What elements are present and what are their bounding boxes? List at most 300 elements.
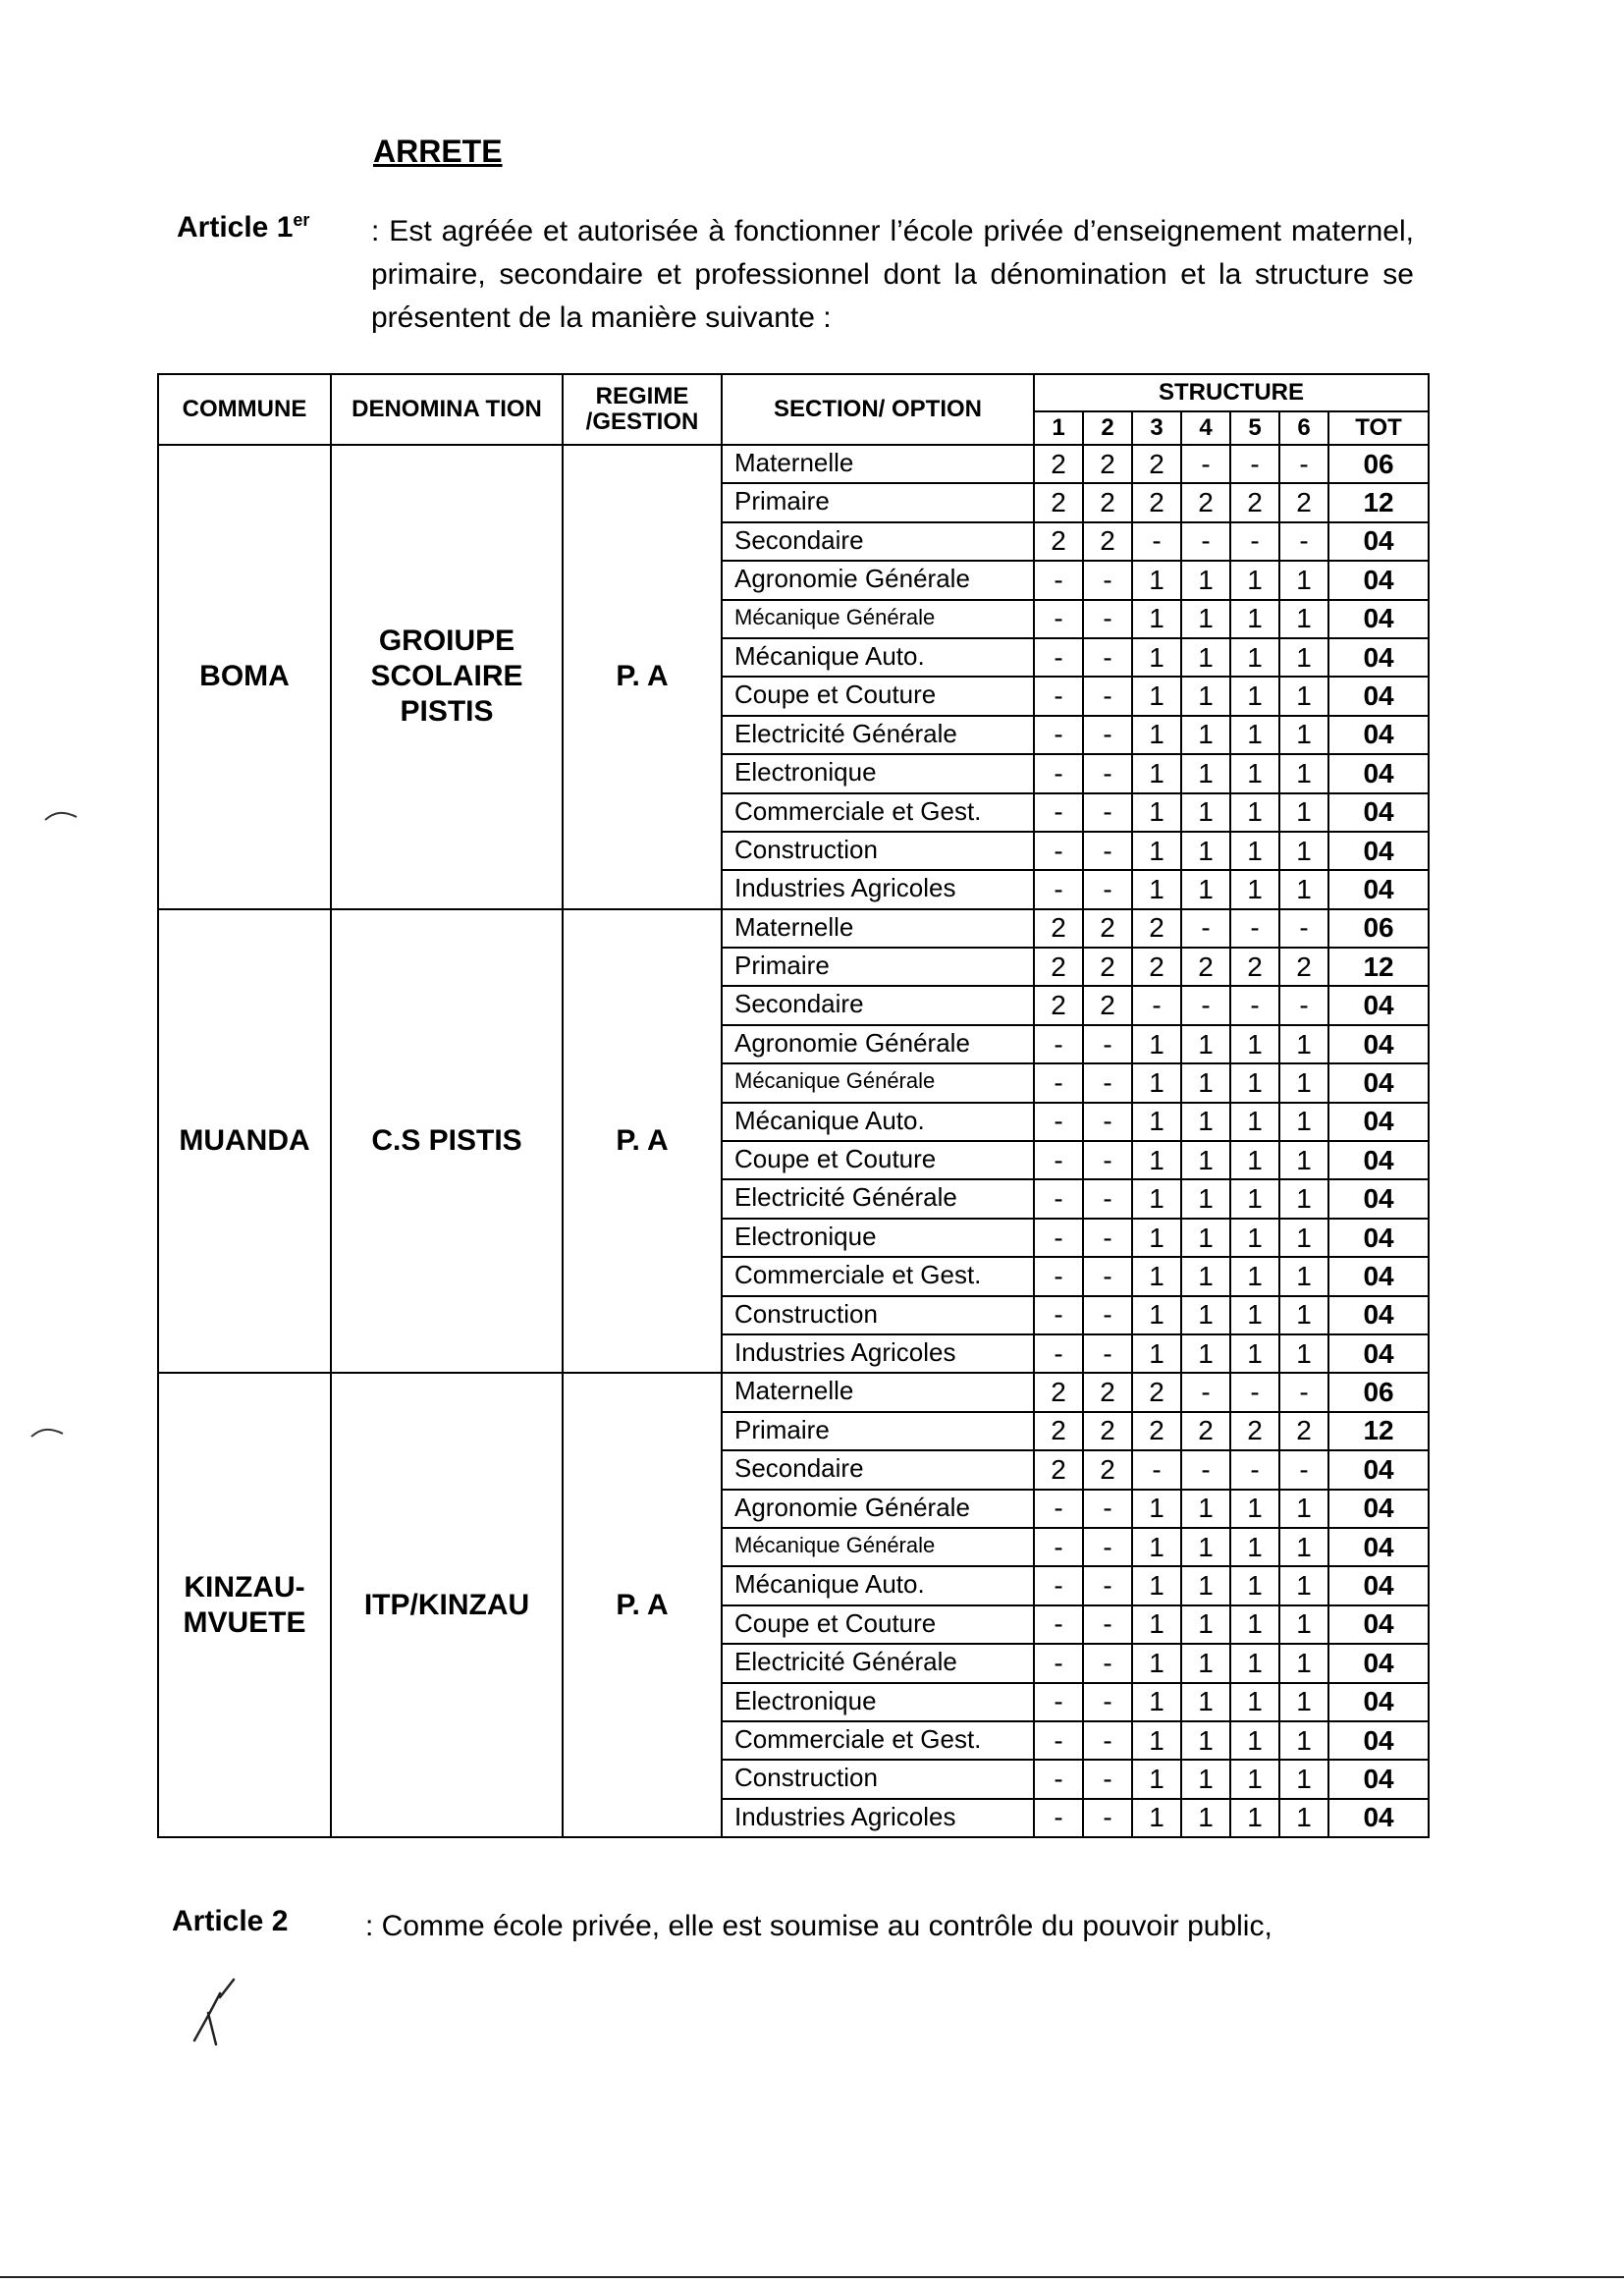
header-section: SECTION/ OPTION: [722, 374, 1034, 445]
article-2-text: : Comme école privée, elle est soumise au contrôle du pouvoir public,: [365, 1910, 1272, 1942]
year-4-cell: 1: [1181, 1257, 1230, 1295]
year-6-cell: 1: [1279, 1760, 1328, 1798]
margin-tick-mark: [29, 1426, 65, 1440]
year-6-cell: 1: [1279, 716, 1328, 754]
year-4-cell: 1: [1181, 716, 1230, 754]
section-option-cell: Mécanique Auto.: [722, 638, 1034, 677]
table-row: [158, 445, 1429, 483]
year-1-cell: -: [1034, 716, 1083, 754]
year-2-cell: 2: [1083, 1412, 1132, 1450]
commune-cell: MUANDA: [158, 909, 331, 1374]
year-2-cell: -: [1083, 1296, 1132, 1334]
year-1-cell: -: [1034, 754, 1083, 792]
year-3-cell: 1: [1132, 1566, 1181, 1604]
year-5-cell: 1: [1230, 1063, 1279, 1102]
year-4-cell: 1: [1181, 1334, 1230, 1373]
year-2-cell: -: [1083, 754, 1132, 792]
year-6-cell: 1: [1279, 1799, 1328, 1837]
total-cell: 04: [1328, 1644, 1429, 1682]
denomination-cell: C.S PISTIS: [331, 909, 563, 1374]
year-4-cell: 1: [1181, 832, 1230, 870]
section-option-cell: Maternelle: [722, 909, 1034, 948]
year-3-cell: 1: [1132, 1219, 1181, 1257]
year-1-cell: -: [1034, 793, 1083, 832]
total-cell: 04: [1328, 986, 1429, 1024]
year-3-cell: 1: [1132, 1528, 1181, 1566]
year-5-cell: 1: [1230, 1490, 1279, 1528]
section-option-cell: Coupe et Couture: [722, 1605, 1034, 1644]
year-6-cell: -: [1279, 522, 1328, 561]
year-5-cell: 1: [1230, 1219, 1279, 1257]
year-2-cell: -: [1083, 1683, 1132, 1721]
section-option-cell: Commerciale et Gest.: [722, 1257, 1034, 1295]
year-5-cell: 1: [1230, 561, 1279, 599]
header-tot: TOT: [1328, 411, 1429, 445]
denomination-cell: GROIUPE SCOLAIRE PISTIS: [331, 445, 563, 909]
section-option-cell: Mécanique Générale: [722, 1528, 1034, 1566]
commune-cell: KINZAU-MVUETE: [158, 1373, 331, 1837]
section-option-cell: Primaire: [722, 1412, 1034, 1450]
year-2-cell: 2: [1083, 986, 1132, 1024]
year-4-cell: 1: [1181, 1296, 1230, 1334]
year-3-cell: -: [1132, 522, 1181, 561]
year-6-cell: 1: [1279, 1025, 1328, 1063]
section-option-cell: Secondaire: [722, 986, 1034, 1024]
year-2-cell: -: [1083, 1566, 1132, 1604]
regime-cell: P. A: [563, 445, 722, 909]
year-4-cell: 1: [1181, 1490, 1230, 1528]
table-row: [158, 909, 1429, 948]
year-1-cell: -: [1034, 1103, 1083, 1141]
year-3-cell: -: [1132, 986, 1181, 1024]
article-1-label-text: Article 1: [177, 211, 294, 244]
year-2-cell: 2: [1083, 522, 1132, 561]
section-option-cell: Mécanique Auto.: [722, 1566, 1034, 1604]
year-1-cell: -: [1034, 1605, 1083, 1644]
year-2-cell: -: [1083, 1179, 1132, 1218]
regime-cell: P. A: [563, 909, 722, 1374]
section-option-cell: Agronomie Générale: [722, 561, 1034, 599]
year-3-cell: 1: [1132, 1103, 1181, 1141]
year-6-cell: 2: [1279, 483, 1328, 521]
year-1-cell: -: [1034, 1025, 1083, 1063]
section-option-cell: Industries Agricoles: [722, 1799, 1034, 1837]
year-6-cell: 1: [1279, 1334, 1328, 1373]
year-3-cell: -: [1132, 1450, 1181, 1489]
year-1-cell: -: [1034, 561, 1083, 599]
total-cell: 04: [1328, 1605, 1429, 1644]
year-2-cell: -: [1083, 1257, 1132, 1295]
year-5-cell: 1: [1230, 1257, 1279, 1295]
year-5-cell: 1: [1230, 1799, 1279, 1837]
section-option-cell: Commerciale et Gest.: [722, 1721, 1034, 1760]
year-4-cell: 1: [1181, 600, 1230, 638]
header-year-3: 3: [1132, 411, 1181, 445]
year-3-cell: 1: [1132, 1799, 1181, 1837]
article-1-label: [177, 210, 309, 245]
year-6-cell: 1: [1279, 1219, 1328, 1257]
year-6-cell: 1: [1279, 600, 1328, 638]
section-option-cell: Industries Agricoles: [722, 1334, 1034, 1373]
year-6-cell: 1: [1279, 1528, 1328, 1566]
total-cell: 04: [1328, 600, 1429, 638]
year-3-cell: 1: [1132, 1490, 1181, 1528]
year-3-cell: 2: [1132, 909, 1181, 948]
year-5-cell: 2: [1230, 1412, 1279, 1450]
year-3-cell: 2: [1132, 483, 1181, 521]
year-2-cell: -: [1083, 1334, 1132, 1373]
year-1-cell: -: [1034, 1528, 1083, 1566]
year-2-cell: 2: [1083, 483, 1132, 521]
year-4-cell: 1: [1181, 793, 1230, 832]
year-5-cell: 1: [1230, 793, 1279, 832]
year-3-cell: 1: [1132, 1760, 1181, 1798]
commune-cell: BOMA: [158, 445, 331, 909]
total-cell: 04: [1328, 832, 1429, 870]
year-3-cell: 1: [1132, 638, 1181, 677]
year-6-cell: 1: [1279, 1103, 1328, 1141]
section-option-cell: Maternelle: [722, 1373, 1034, 1411]
section-option-cell: Agronomie Générale: [722, 1025, 1034, 1063]
year-2-cell: 2: [1083, 445, 1132, 483]
year-5-cell: -: [1230, 986, 1279, 1024]
article-1-label-sup: er: [293, 210, 310, 230]
year-5-cell: -: [1230, 909, 1279, 948]
year-4-cell: 1: [1181, 1179, 1230, 1218]
year-1-cell: -: [1034, 600, 1083, 638]
year-2-cell: -: [1083, 793, 1132, 832]
year-4-cell: -: [1181, 1450, 1230, 1489]
year-4-cell: 1: [1181, 870, 1230, 908]
total-cell: 04: [1328, 1450, 1429, 1489]
year-6-cell: 1: [1279, 754, 1328, 792]
section-option-cell: Electronique: [722, 754, 1034, 792]
header-year-6: 6: [1279, 411, 1328, 445]
total-cell: 04: [1328, 1721, 1429, 1760]
year-1-cell: -: [1034, 832, 1083, 870]
year-6-cell: 1: [1279, 1644, 1328, 1682]
year-5-cell: 1: [1230, 1644, 1279, 1682]
total-cell: 04: [1328, 1219, 1429, 1257]
year-4-cell: 1: [1181, 1721, 1230, 1760]
year-4-cell: 2: [1181, 948, 1230, 986]
year-2-cell: -: [1083, 716, 1132, 754]
total-cell: 04: [1328, 522, 1429, 561]
year-3-cell: 1: [1132, 677, 1181, 715]
total-cell: 04: [1328, 1566, 1429, 1604]
year-1-cell: -: [1034, 1257, 1083, 1295]
year-2-cell: -: [1083, 1490, 1132, 1528]
year-4-cell: 1: [1181, 1025, 1230, 1063]
year-2-cell: -: [1083, 1528, 1132, 1566]
year-4-cell: 1: [1181, 1683, 1230, 1721]
total-cell: 04: [1328, 1296, 1429, 1334]
total-cell: 04: [1328, 1179, 1429, 1218]
year-3-cell: 1: [1132, 1683, 1181, 1721]
section-option-cell: Primaire: [722, 483, 1034, 521]
year-2-cell: -: [1083, 832, 1132, 870]
year-2-cell: -: [1083, 1219, 1132, 1257]
year-3-cell: 2: [1132, 1412, 1181, 1450]
year-6-cell: 1: [1279, 832, 1328, 870]
year-1-cell: -: [1034, 1334, 1083, 1373]
article-2-label: Article 2: [172, 1905, 289, 1937]
total-cell: 06: [1328, 909, 1429, 948]
year-1-cell: 2: [1034, 522, 1083, 561]
year-3-cell: 1: [1132, 1644, 1181, 1682]
section-option-cell: Mécanique Auto.: [722, 1103, 1034, 1141]
section-option-cell: Mécanique Générale: [722, 600, 1034, 638]
year-6-cell: 1: [1279, 1683, 1328, 1721]
year-3-cell: 1: [1132, 1063, 1181, 1102]
year-4-cell: 1: [1181, 677, 1230, 715]
year-2-cell: -: [1083, 1141, 1132, 1179]
year-5-cell: 1: [1230, 1141, 1279, 1179]
year-2-cell: -: [1083, 1103, 1132, 1141]
year-3-cell: 1: [1132, 1721, 1181, 1760]
header-structure: STRUCTURE: [1034, 374, 1429, 411]
year-3-cell: 1: [1132, 561, 1181, 599]
margin-tick-mark: [43, 809, 79, 823]
total-cell: 04: [1328, 1025, 1429, 1063]
year-2-cell: -: [1083, 677, 1132, 715]
year-5-cell: 1: [1230, 638, 1279, 677]
year-5-cell: 1: [1230, 832, 1279, 870]
year-5-cell: 1: [1230, 1296, 1279, 1334]
year-3-cell: 1: [1132, 1025, 1181, 1063]
year-1-cell: 2: [1034, 948, 1083, 986]
section-option-cell: Coupe et Couture: [722, 677, 1034, 715]
year-1-cell: -: [1034, 1490, 1083, 1528]
year-1-cell: -: [1034, 1644, 1083, 1682]
total-cell: 04: [1328, 677, 1429, 715]
year-1-cell: 2: [1034, 1373, 1083, 1411]
year-2-cell: 2: [1083, 948, 1132, 986]
total-cell: 04: [1328, 1799, 1429, 1837]
header-denomination: DENOMINA TION: [331, 374, 563, 445]
year-4-cell: 1: [1181, 1063, 1230, 1102]
denomination-cell: ITP/KINZAU: [331, 1373, 563, 1837]
year-3-cell: 1: [1132, 716, 1181, 754]
year-1-cell: -: [1034, 638, 1083, 677]
year-3-cell: 1: [1132, 600, 1181, 638]
year-2-cell: 2: [1083, 1373, 1132, 1411]
section-option-cell: Electricité Générale: [722, 716, 1034, 754]
year-6-cell: 1: [1279, 1605, 1328, 1644]
year-6-cell: -: [1279, 1450, 1328, 1489]
year-2-cell: -: [1083, 1799, 1132, 1837]
year-5-cell: 1: [1230, 1760, 1279, 1798]
year-2-cell: -: [1083, 1760, 1132, 1798]
year-4-cell: 2: [1181, 483, 1230, 521]
header-regime: REGIME /GESTION: [563, 374, 722, 445]
total-cell: 04: [1328, 1528, 1429, 1566]
year-5-cell: 2: [1230, 483, 1279, 521]
year-2-cell: -: [1083, 561, 1132, 599]
year-4-cell: 1: [1181, 1566, 1230, 1604]
year-6-cell: 1: [1279, 1566, 1328, 1604]
total-cell: 04: [1328, 638, 1429, 677]
year-1-cell: 2: [1034, 1450, 1083, 1489]
header-year-4: 4: [1181, 411, 1230, 445]
year-5-cell: 1: [1230, 754, 1279, 792]
total-cell: 04: [1328, 754, 1429, 792]
total-cell: 04: [1328, 561, 1429, 599]
year-2-cell: 2: [1083, 1450, 1132, 1489]
year-4-cell: -: [1181, 445, 1230, 483]
year-6-cell: 2: [1279, 948, 1328, 986]
year-2-cell: -: [1083, 1025, 1132, 1063]
year-6-cell: 1: [1279, 1257, 1328, 1295]
year-4-cell: 1: [1181, 1605, 1230, 1644]
year-6-cell: -: [1279, 909, 1328, 948]
year-4-cell: -: [1181, 986, 1230, 1024]
section-option-cell: Coupe et Couture: [722, 1141, 1034, 1179]
section-option-cell: Construction: [722, 832, 1034, 870]
total-cell: 04: [1328, 1760, 1429, 1798]
year-5-cell: -: [1230, 1373, 1279, 1411]
year-4-cell: 1: [1181, 1219, 1230, 1257]
section-option-cell: Maternelle: [722, 445, 1034, 483]
year-6-cell: -: [1279, 1373, 1328, 1411]
year-3-cell: 1: [1132, 793, 1181, 832]
year-2-cell: -: [1083, 1605, 1132, 1644]
year-2-cell: -: [1083, 1063, 1132, 1102]
section-option-cell: Electricité Générale: [722, 1179, 1034, 1218]
section-option-cell: Construction: [722, 1760, 1034, 1798]
total-cell: 04: [1328, 716, 1429, 754]
total-cell: 04: [1328, 1257, 1429, 1295]
year-1-cell: -: [1034, 1296, 1083, 1334]
year-1-cell: 2: [1034, 1412, 1083, 1450]
year-6-cell: 1: [1279, 870, 1328, 908]
year-3-cell: 2: [1132, 1373, 1181, 1411]
year-1-cell: -: [1034, 1141, 1083, 1179]
year-6-cell: 1: [1279, 1063, 1328, 1102]
year-3-cell: 1: [1132, 1334, 1181, 1373]
total-cell: 12: [1328, 483, 1429, 521]
header-year-5: 5: [1230, 411, 1279, 445]
section-option-cell: Mécanique Générale: [722, 1063, 1034, 1102]
year-1-cell: -: [1034, 1063, 1083, 1102]
total-cell: 04: [1328, 1334, 1429, 1373]
year-1-cell: 2: [1034, 445, 1083, 483]
year-4-cell: 1: [1181, 1644, 1230, 1682]
year-4-cell: 1: [1181, 1760, 1230, 1798]
year-6-cell: 1: [1279, 1721, 1328, 1760]
year-2-cell: -: [1083, 638, 1132, 677]
year-4-cell: 1: [1181, 1103, 1230, 1141]
section-option-cell: Commerciale et Gest.: [722, 793, 1034, 832]
year-2-cell: 2: [1083, 909, 1132, 948]
year-3-cell: 2: [1132, 445, 1181, 483]
year-5-cell: 1: [1230, 716, 1279, 754]
year-3-cell: 2: [1132, 948, 1181, 986]
year-4-cell: 2: [1181, 1412, 1230, 1450]
year-1-cell: 2: [1034, 986, 1083, 1024]
year-5-cell: -: [1230, 522, 1279, 561]
section-option-cell: Industries Agricoles: [722, 870, 1034, 908]
year-5-cell: 1: [1230, 870, 1279, 908]
year-4-cell: 1: [1181, 1799, 1230, 1837]
year-1-cell: -: [1034, 1760, 1083, 1798]
year-5-cell: -: [1230, 1450, 1279, 1489]
total-cell: 04: [1328, 1490, 1429, 1528]
section-option-cell: Secondaire: [722, 522, 1034, 561]
year-4-cell: -: [1181, 522, 1230, 561]
header-year-1: 1: [1034, 411, 1083, 445]
year-4-cell: 1: [1181, 561, 1230, 599]
year-1-cell: -: [1034, 870, 1083, 908]
year-6-cell: -: [1279, 986, 1328, 1024]
year-1-cell: -: [1034, 677, 1083, 715]
section-option-cell: Secondaire: [722, 1450, 1034, 1489]
signature-mark: [187, 1974, 255, 2052]
year-2-cell: -: [1083, 870, 1132, 908]
year-6-cell: 1: [1279, 638, 1328, 677]
year-4-cell: -: [1181, 1373, 1230, 1411]
year-6-cell: 1: [1279, 677, 1328, 715]
year-6-cell: 1: [1279, 1179, 1328, 1218]
year-3-cell: 1: [1132, 832, 1181, 870]
year-1-cell: 2: [1034, 483, 1083, 521]
year-5-cell: -: [1230, 445, 1279, 483]
year-6-cell: 1: [1279, 1141, 1328, 1179]
year-4-cell: 1: [1181, 754, 1230, 792]
header-commune: COMMUNE: [158, 374, 331, 445]
regime-cell: P. A: [563, 1373, 722, 1837]
total-cell: 06: [1328, 1373, 1429, 1411]
total-cell: 04: [1328, 1063, 1429, 1102]
year-1-cell: -: [1034, 1799, 1083, 1837]
year-5-cell: 1: [1230, 1025, 1279, 1063]
section-option-cell: Primaire: [722, 948, 1034, 986]
year-5-cell: 1: [1230, 1605, 1279, 1644]
year-3-cell: 1: [1132, 754, 1181, 792]
year-5-cell: 1: [1230, 600, 1279, 638]
year-4-cell: 1: [1181, 1528, 1230, 1566]
table-body: [158, 445, 1429, 1837]
structure-table: [157, 373, 1430, 1838]
year-6-cell: 2: [1279, 1412, 1328, 1450]
total-cell: 04: [1328, 1103, 1429, 1141]
year-3-cell: 1: [1132, 1605, 1181, 1644]
year-1-cell: -: [1034, 1219, 1083, 1257]
year-5-cell: 1: [1230, 1566, 1279, 1604]
year-4-cell: 1: [1181, 638, 1230, 677]
bottom-rule: [0, 2276, 1624, 2278]
year-6-cell: 1: [1279, 793, 1328, 832]
year-4-cell: 1: [1181, 1141, 1230, 1179]
section-option-cell: Construction: [722, 1296, 1034, 1334]
section-option-cell: Electronique: [722, 1683, 1034, 1721]
total-cell: 12: [1328, 948, 1429, 986]
year-5-cell: 1: [1230, 1683, 1279, 1721]
header-year-2: 2: [1083, 411, 1132, 445]
year-6-cell: 1: [1279, 561, 1328, 599]
year-3-cell: 1: [1132, 1141, 1181, 1179]
year-5-cell: 1: [1230, 1721, 1279, 1760]
year-4-cell: -: [1181, 909, 1230, 948]
year-1-cell: -: [1034, 1721, 1083, 1760]
total-cell: 04: [1328, 793, 1429, 832]
year-6-cell: 1: [1279, 1296, 1328, 1334]
year-3-cell: 1: [1132, 1257, 1181, 1295]
year-6-cell: -: [1279, 445, 1328, 483]
section-option-cell: Electronique: [722, 1219, 1034, 1257]
year-6-cell: 1: [1279, 1490, 1328, 1528]
year-2-cell: -: [1083, 1644, 1132, 1682]
